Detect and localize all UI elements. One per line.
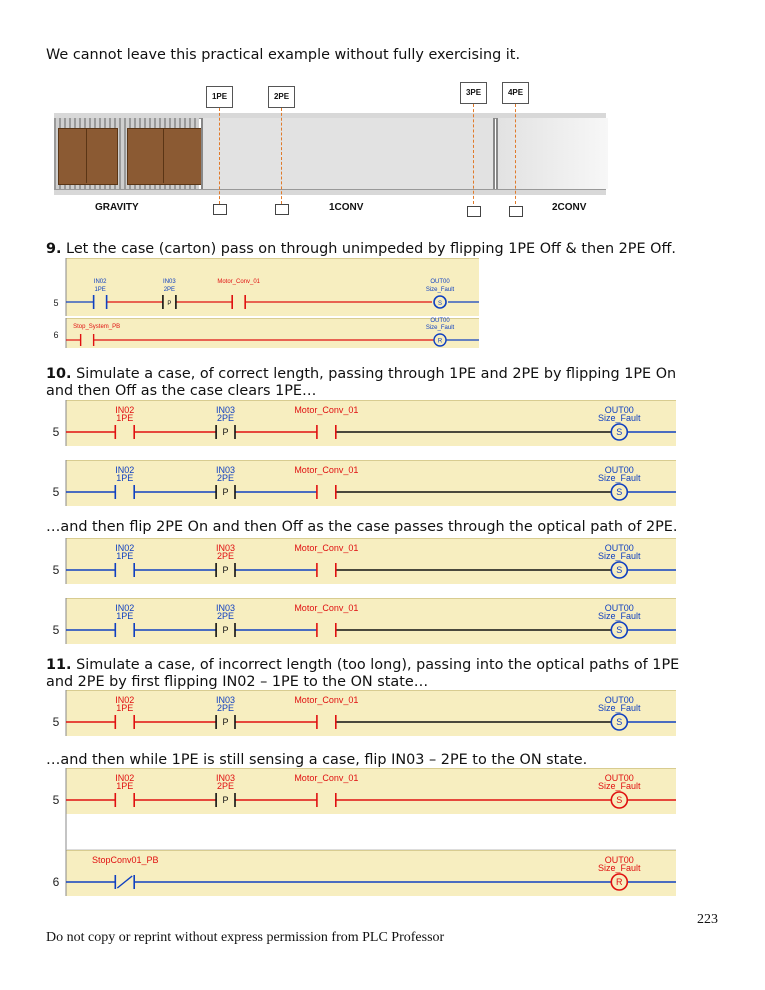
label-motor-conv: Motor_Conv_01: [294, 543, 359, 553]
carton: [58, 128, 118, 185]
label-1pe: 1PE: [116, 781, 134, 791]
label-2pe: 2PE: [217, 413, 235, 423]
rung-diagram: [46, 598, 676, 644]
p-transition: P: [222, 625, 229, 635]
label-size-fault: Size_Fault: [598, 611, 641, 621]
label-motor-conv: Motor_Conv_01: [294, 465, 359, 475]
label-size-fault: Size_Fault: [425, 325, 455, 331]
label-2pe: 2PE: [217, 781, 235, 791]
coil-letter: S: [616, 565, 623, 575]
label-in03: IN03: [216, 405, 236, 415]
label-out00: OUT00: [604, 855, 634, 865]
label-in02: IN02: [115, 543, 135, 553]
label-in03: IN03: [216, 773, 236, 783]
label-size-fault: Size_Fault: [425, 287, 455, 293]
coil-letter: S: [616, 625, 623, 635]
intro-text: We cannot leave this practical example without fully exercising it.: [46, 47, 521, 63]
carton: [127, 128, 202, 185]
pe-label-2pe: 2PE: [268, 86, 295, 108]
ladder-rung-8: [46, 768, 676, 896]
rung-diagram: [46, 318, 479, 348]
footer-notice: Do not copy or reprint without express permission from PLC Professor: [46, 930, 445, 945]
step-10-line1: 10. Simulate a case, of correct length, passing through 1PE and 2PE by flipping 1PE On: [46, 366, 677, 382]
rung-diagram: [46, 768, 676, 896]
coil-letter: S: [616, 487, 623, 497]
sensor-2pe: [275, 204, 289, 215]
label-motor-conv: Motor_Conv_01: [217, 279, 261, 285]
step-10-line2: and then Off as the case clears 1PE…: [46, 383, 317, 399]
label-in02: IN02: [93, 279, 107, 285]
ladder-rung-2: [46, 318, 479, 348]
conveyor-figure: [44, 80, 644, 220]
label-in02: IN02: [115, 773, 135, 783]
zone-1conv: 1CONV: [329, 202, 364, 213]
label-out00: OUT00: [430, 318, 450, 324]
step-9: 9. Let the case (carton) pass on through unimpeded by flipping 1PE Off & then 2PE Off.: [46, 241, 676, 257]
label-out00: OUT00: [604, 405, 634, 415]
zone-gravity: GRAVITY: [95, 202, 139, 213]
rung-number: 5: [52, 563, 60, 577]
rung-diagram: [46, 258, 479, 316]
label-2pe: 2PE: [217, 551, 235, 561]
label-out00: OUT00: [604, 773, 634, 783]
coil-letter: S: [616, 717, 623, 727]
p-transition: P: [167, 301, 172, 307]
rung-number: 5: [52, 485, 60, 499]
label-out00: OUT00: [604, 695, 634, 705]
conveyor-1conv: [201, 118, 495, 189]
zone-2conv: 2CONV: [552, 202, 587, 213]
label-1pe: 1PE: [116, 551, 134, 561]
p-transition: P: [222, 795, 229, 805]
rung-number: 5: [52, 715, 60, 729]
label-2pe: 2PE: [217, 611, 235, 621]
step-11-line2: and 2PE by first flipping IN02 – 1PE to the ON state…: [46, 674, 429, 690]
coil-letter: S: [438, 301, 443, 307]
coil-letter: S: [616, 795, 623, 805]
step-11b: …and then while 1PE is still sensing a case, flip IN03 – 2PE to the ON state.: [46, 752, 588, 768]
coil-letter: S: [616, 427, 623, 437]
label-in02: IN02: [115, 695, 135, 705]
label-2pe: 2PE: [163, 287, 176, 293]
step-11-line1: 11. Simulate a case, of incorrect length (too long), passing into the optical paths of 1PE: [46, 657, 680, 673]
label-motor-conv: Motor_Conv_01: [294, 405, 359, 415]
label-size-fault: Size_Fault: [598, 473, 641, 483]
pe-label-1pe: 1PE: [206, 86, 233, 108]
rung-number: 5: [52, 793, 60, 807]
label-in03: IN03: [216, 543, 236, 553]
label-in03: IN03: [216, 603, 236, 613]
label-2pe: 2PE: [217, 703, 235, 713]
ladder-rung-4: [46, 460, 676, 506]
p-transition: P: [222, 717, 229, 727]
label-1pe: 1PE: [116, 611, 134, 621]
coil-letter: R: [437, 338, 443, 345]
label-in02: IN02: [115, 405, 135, 415]
p-transition: P: [222, 427, 229, 437]
label-in02: IN02: [115, 465, 135, 475]
ladder-rung-5: [46, 538, 676, 584]
rung-diagram: [46, 538, 676, 584]
conveyor-2conv: [496, 118, 608, 189]
sensor-3pe: [467, 206, 481, 217]
label-out00: OUT00: [604, 603, 634, 613]
rung-number: 6: [52, 875, 60, 889]
step-10b: …and then flip 2PE On and then Off as the case passes through the optical path of 2PE.: [46, 519, 678, 535]
label-motor-conv: Motor_Conv_01: [294, 695, 359, 705]
rung-number: 6: [53, 330, 59, 340]
sensor-4pe: [509, 206, 523, 217]
label-out00: OUT00: [430, 279, 450, 285]
label-size-fault: Size_Fault: [598, 551, 641, 561]
label-size-fault: Size_Fault: [598, 781, 641, 791]
label-1pe: 1PE: [94, 287, 106, 293]
sensor-1pe: [213, 204, 227, 215]
label-2pe: 2PE: [217, 473, 235, 483]
p-transition: P: [222, 565, 229, 575]
pe-label-4pe: 4PE: [502, 82, 529, 104]
coil-letter: R: [616, 877, 623, 887]
label-stop-system-pb: Stop_System_PB: [73, 324, 121, 330]
page-number: 223: [697, 912, 718, 927]
label-out00: OUT00: [604, 465, 634, 475]
label-motor-conv: Motor_Conv_01: [294, 603, 359, 613]
rung-number: 5: [52, 425, 60, 439]
label-size-fault: Size_Fault: [598, 863, 641, 873]
ladder-rung-7: [46, 690, 676, 736]
label-in03: IN03: [216, 695, 236, 705]
rung-diagram: [46, 460, 676, 506]
label-out00: OUT00: [604, 543, 634, 553]
rung-number: 5: [52, 623, 60, 637]
label-motor-conv: Motor_Conv_01: [294, 773, 359, 783]
label-in03: IN03: [216, 465, 236, 475]
label-size-fault: Size_Fault: [598, 413, 641, 423]
pe-label-3pe: 3PE: [460, 82, 487, 104]
label-1pe: 1PE: [116, 703, 134, 713]
ladder-rung-1: [46, 258, 479, 316]
rung-number: 5: [53, 298, 59, 308]
rung-diagram: [46, 690, 676, 736]
label-size-fault: Size_Fault: [598, 703, 641, 713]
p-transition: P: [222, 487, 229, 497]
ladder-rung-3: [46, 400, 676, 446]
rung-diagram: [46, 400, 676, 446]
ladder-rung-6: [46, 598, 676, 644]
label-1pe: 1PE: [116, 473, 134, 483]
label-stopconv01-pb: StopConv01_PB: [92, 855, 159, 865]
label-1pe: 1PE: [116, 413, 134, 423]
label-in03: IN03: [163, 279, 176, 285]
label-in02: IN02: [115, 603, 135, 613]
